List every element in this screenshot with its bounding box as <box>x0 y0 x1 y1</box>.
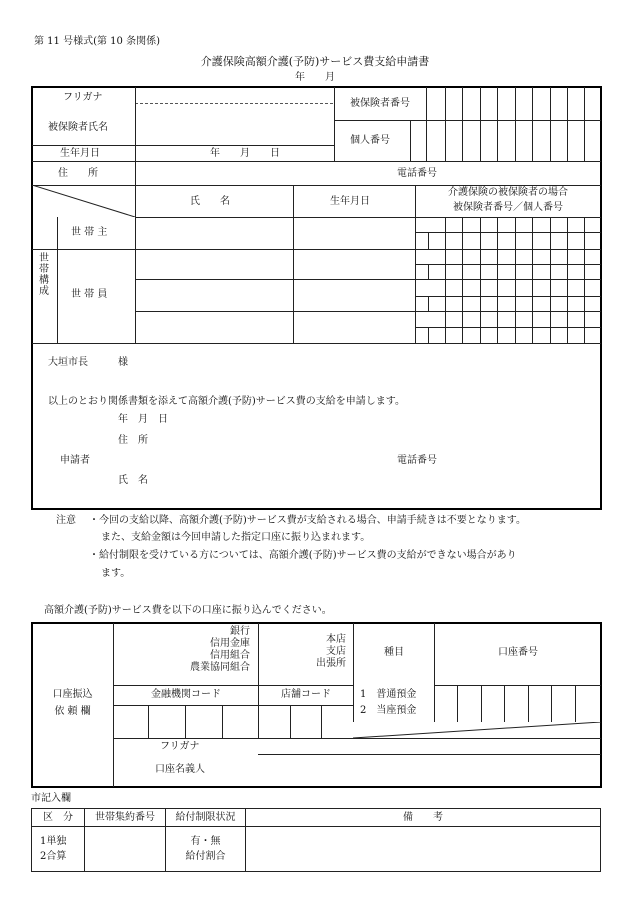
col-household-no: 世帯集約番号 <box>95 812 155 823</box>
note-1-line-2: また、支給金額は今回申請した指定口座に振り込まれます。 <box>101 532 371 543</box>
household-head-label: 世 帯 主 <box>71 227 108 238</box>
note-2-line-2: ます。 <box>101 568 131 579</box>
household-member-label: 世 帯 員 <box>71 289 108 300</box>
col-kubun: 区 分 <box>43 812 73 823</box>
account-number-header: 口座番号 <box>498 647 538 658</box>
holder-furigana-label: フリガナ <box>160 741 200 752</box>
furigana-label: フリガナ <box>63 92 103 103</box>
birth-date-label: 生年月日 <box>60 148 100 159</box>
account-holder-label: 口座名義人 <box>155 764 205 775</box>
institution-types: 銀行 信用金庫 信用組合 農業協同組合 <box>190 626 250 673</box>
insured-number-label: 被保険者番号 <box>350 98 410 109</box>
request-statement: 以上のとおり関係書類を添えて高額介護(予防)サービス費の支給を申請します。 <box>48 396 406 407</box>
kubun-option-2: 2合算 <box>40 851 67 862</box>
note-1-line-1: ・今回の支給以降、高額介護(予防)サービス費が支給される場合、申請手続きは不要となります。 <box>89 515 527 526</box>
office-use-label: 市記入欄 <box>31 793 71 804</box>
request-address-label: 住 所 <box>118 435 148 446</box>
household-ins-header-1: 介護保険の被保険者の場合 <box>448 187 568 198</box>
type-option-2: 2 当座預金 <box>360 705 417 716</box>
note-2-line-1: ・給付制限を受けている方については、高額介護(予防)サービス費の支給ができない場合があり <box>89 550 517 561</box>
bank-intro: 高額介護(予防)サービス費を以下の口座に振り込んでください。 <box>44 605 332 616</box>
household-section-label: 世 帯 構 成 <box>39 253 49 297</box>
household-name-header: 氏 名 <box>190 196 230 207</box>
type-header: 種目 <box>384 647 404 658</box>
birth-date-value: 年 月 日 <box>210 148 280 159</box>
request-phone-label: 電話番号 <box>397 455 437 466</box>
benefit-ratio-label: 給付割合 <box>185 851 226 862</box>
notes-label: 注意 <box>56 515 76 526</box>
main-form-frame <box>31 86 602 510</box>
request-name-label: 氏 名 <box>118 475 148 486</box>
col-restriction: 給付制限状況 <box>175 812 236 823</box>
phone-label: 電話番号 <box>397 168 437 179</box>
bank-section-label-2: 依 頼 欄 <box>54 706 91 717</box>
bank-section-label-1: 口座振込 <box>52 689 93 700</box>
branch-code-label: 店舗コード <box>281 689 331 700</box>
address-label: 住 所 <box>58 168 98 179</box>
request-date: 年 月 日 <box>118 414 168 425</box>
col-remarks: 備 考 <box>403 812 443 823</box>
addressee: 大垣市長 様 <box>48 357 128 368</box>
branch-types: 本店 支店 出張所 <box>316 634 346 669</box>
household-ins-header-2: 被保険者番号／個人番号 <box>453 202 563 213</box>
account-slant-line <box>353 722 601 740</box>
insured-name-label: 被保険者氏名 <box>48 122 108 133</box>
date-line: 年 月 <box>295 72 335 83</box>
type-option-1: 1 普通預金 <box>360 689 417 700</box>
personal-number-label: 個人番号 <box>350 135 390 146</box>
household-birth-header: 生年月日 <box>330 196 370 207</box>
form-title: 介護保険高額介護(予防)サービス費支給申請書 <box>200 55 430 68</box>
bank-code-label: 金融機関コード <box>151 689 221 700</box>
form-id: 第 11 号様式(第 10 条関係) <box>34 36 160 47</box>
applicant-label: 申請者 <box>60 455 90 466</box>
diagonal-line <box>32 185 136 217</box>
restriction-option: 有・無 <box>190 836 221 847</box>
kubun-option-1: 1単独 <box>40 836 67 847</box>
